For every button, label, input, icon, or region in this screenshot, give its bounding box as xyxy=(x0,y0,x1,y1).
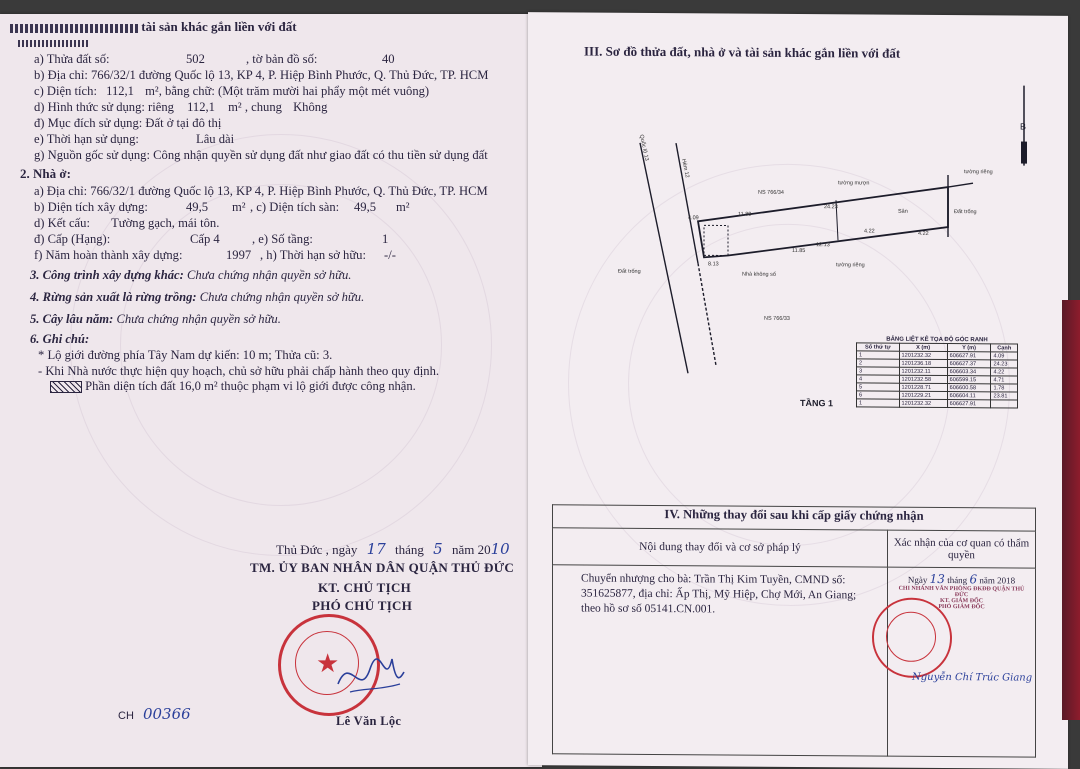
coord-header-3: Cạnh xyxy=(991,344,1018,352)
branch-seal xyxy=(872,598,952,679)
chairman-signature xyxy=(330,644,410,704)
coord-cell: 23.81 xyxy=(991,392,1018,400)
floor-label: TẦNG 1 xyxy=(800,398,834,409)
confirm-signer: Nguyễn Chí Trúc Giang xyxy=(912,671,1033,684)
dim-5: 11.85 xyxy=(792,247,806,255)
neighbor-top: NS 766/34 xyxy=(758,189,784,196)
north-arrow-icon xyxy=(1020,86,1027,166)
col-change-content: Nội dung thay đổi và cơ sở pháp lý xyxy=(553,528,888,567)
col-confirmation: Xác nhận của cơ quan có thẩm quyền xyxy=(888,530,1036,568)
note-1: * Lộ giới đường phía Tây Nam dự kiến: 10 m; Thửa cũ: 3. xyxy=(38,348,333,362)
section-5: 5. Cây lâu năm: Chưa chứng nhận quyền sở hữu. xyxy=(30,312,281,326)
hatched-area-icon xyxy=(50,381,82,393)
right-page xyxy=(528,12,1068,769)
confirm-role: PHÓ GIÁM ĐỐC xyxy=(938,603,985,611)
land-origin: g) Nguồn gốc sử dụng: Công nhận quyền sử dụng đất như giao đất có thu tiền sử dụng đất xyxy=(34,148,488,162)
kt-chairman: KT. CHỦ TỊCH xyxy=(318,580,412,595)
alley-name: Hẻm 12 xyxy=(680,158,690,179)
coord-header-1: X (m) xyxy=(899,343,947,351)
north-letter: B xyxy=(1020,121,1027,132)
house-structure: d) Kết cấu: Tường gạch, mái tôn. xyxy=(34,216,220,230)
neighbor-bottom: Nhà không số xyxy=(742,271,776,278)
dim-4: 12.13 xyxy=(816,242,830,249)
vice-chairman: PHÓ CHỦ TỊCH xyxy=(312,598,413,613)
coord-cell xyxy=(991,400,1018,408)
house-address: a) Địa chỉ: 766/32/1 đường Quốc lộ 13, KP 4, P. Hiệp Bình Phước, Q. Thủ Đức, TP. HCM xyxy=(34,184,488,198)
house-grade: đ) Cấp (Hạng): Cấp 4 , e) Số tầng: 1 xyxy=(34,232,389,246)
coord-cell: 606627.91 xyxy=(947,352,991,360)
confirmation-cell xyxy=(888,567,1036,757)
note-2: - Khi Nhà nước thực hiện quy hoạch, chủ sở hữu phải chấp hành theo quy định. xyxy=(38,364,440,378)
change-content: Chuyển nhượng cho bà: Trần Thị Kim Tuyền, CMND số: 351625877, địa chỉ: Ấp Thị, Mỹ Hiệp, Chợ Mới, An Giang; theo hồ sơ số 05141.CN.001. xyxy=(553,565,888,756)
dim-3: 4.22 xyxy=(864,228,875,235)
coord-cell: 606627.37 xyxy=(947,360,991,368)
coord-cell: 4.09 xyxy=(991,352,1018,360)
coord-cell: 6 xyxy=(857,391,900,399)
neighbor-bottom2: NS 766/33 xyxy=(764,315,790,322)
coord-header-2: Y (m) xyxy=(947,344,991,352)
coord-cell: 1 xyxy=(857,351,900,359)
empty-land: Đất trống xyxy=(954,209,977,216)
coord-cell: 606604.11 xyxy=(947,392,991,400)
dim-7: 8.13 xyxy=(708,261,719,268)
confirm-org: CHI NHÁNH VĂN PHÒNG ĐKĐĐ QUẬN THỦ ĐỨC xyxy=(898,585,1025,599)
road-edge-1 xyxy=(640,143,688,373)
left-page xyxy=(0,14,542,767)
land-area: c) Diện tích: 112,1 m², bằng chữ: (Một trăm mười hai phẩy một mét vuông) xyxy=(34,84,430,98)
wall-line-right xyxy=(948,183,973,187)
coord-row xyxy=(857,399,1018,408)
empty-land-left: Đất trống xyxy=(618,268,641,275)
yard-label: Sân xyxy=(898,208,908,215)
section-1-title xyxy=(18,36,88,50)
section-IV-title: IV. Những thay đổi sau khi cấp giấy chứng nhận xyxy=(553,505,1036,531)
house-title: 2. Nhà ở: xyxy=(20,166,71,181)
section-III-title: III. Sơ đồ thửa đất, nhà ở và tài sản khác gắn liền với đất xyxy=(584,43,901,61)
confirm-date: Ngày 13 tháng 6 năm 2018 xyxy=(907,571,1016,587)
land-usage-form: d) Hình thức sử dụng: riêng 112,1 m² , chung Không xyxy=(34,100,328,114)
land-address: b) Địa chỉ: 766/32/1 đường Quốc lộ 13, KP 4, P. Hiệp Bình Phước, Q. Thủ Đức, TP. HCM xyxy=(34,68,489,82)
coord-cell: 1201228.71 xyxy=(899,383,947,391)
coord-cell: 4.22 xyxy=(991,368,1018,376)
house-build-area: b) Diện tích xây dựng: 49,5 m² , c) Diện tích sàn: 49,5 m² xyxy=(34,200,410,214)
hatched-area xyxy=(704,225,728,255)
coord-cell: 606603.34 xyxy=(947,368,991,376)
coord-cell: 1201232.32 xyxy=(899,351,947,359)
coord-cell: 4.71 xyxy=(991,376,1018,384)
section-3: 3. Công trình xây dựng khác: Chưa chứng nhận quyền sở hữu. xyxy=(30,268,352,282)
road-name: Quốc lộ 13 xyxy=(638,134,650,162)
background-cover xyxy=(1062,300,1080,720)
coord-cell: 606599.15 xyxy=(947,376,991,384)
coord-cell: 1201236.18 xyxy=(899,359,947,367)
section-4: 4. Rừng sản xuất là rừng trồng: Chưa chứng nhận quyền sở hữu. xyxy=(30,290,365,304)
coord-cell: 1201232.11 xyxy=(899,367,947,375)
note-3: Phần diện tích đất 16,0 m² thuộc phạm vi lộ giới được công nhận. xyxy=(50,379,416,393)
land-duration: e) Thời hạn sử dụng: Lâu dài xyxy=(34,132,235,146)
coord-cell: 5 xyxy=(857,383,900,391)
page-header: tài sản khác gắn liền với đất xyxy=(10,20,297,34)
house-year: f) Năm hoàn thành xây dựng: 1997 , h) Thời hạn sở hữu: -/- xyxy=(34,248,396,262)
coord-header-0: Số thứ tự xyxy=(857,343,900,351)
star-emblem-icon: ★ xyxy=(316,649,340,678)
dim-1: 24.23 xyxy=(824,204,838,211)
coord-cell: 606600.58 xyxy=(947,384,991,392)
coord-cell: 3 xyxy=(857,367,900,375)
dim-0: 4.09 xyxy=(688,215,699,222)
wall-top: tường mượn xyxy=(838,180,870,187)
coord-cell: 2 xyxy=(857,359,900,367)
coord-cell: 1201232.32 xyxy=(899,399,947,407)
coord-cell: 4 xyxy=(857,375,900,383)
signer-name: Lê Văn Lộc xyxy=(336,714,402,728)
land-parcel-line: a) Thửa đất số: 502 , tờ bản đồ số: 40 xyxy=(34,52,395,66)
coord-cell: 1.78 xyxy=(991,384,1018,392)
coord-cell: 606627.91 xyxy=(947,400,991,408)
coord-cell: 1201232.58 xyxy=(899,375,947,383)
coordinate-table xyxy=(856,336,1018,408)
wall-right: tường riêng xyxy=(964,169,993,176)
dim-2: 11.80 xyxy=(738,211,752,218)
coord-cell: 1 xyxy=(857,399,900,407)
changes-table xyxy=(552,504,1036,757)
wall-bottom: tường riêng xyxy=(836,262,865,269)
serial-number: CH 00366 xyxy=(118,705,191,723)
land-purpose: đ) Mục đích sử dụng: Đất ở tại đô thị xyxy=(34,116,222,130)
alley-edge xyxy=(698,263,716,365)
coord-cell: 24.23 xyxy=(991,360,1018,368)
confirm-kt: KT. GIÁM ĐỐC xyxy=(939,597,984,605)
dim-6: 4.22 xyxy=(918,230,929,237)
coord-table-title: BẢNG LIỆT KÊ TỌA ĐỘ GÓC RANH xyxy=(886,336,988,344)
issue-date: Thủ Đức , ngày 17 tháng 5 năm 2010 xyxy=(276,540,510,558)
coord-table-grid xyxy=(856,342,1018,408)
coord-cell: 1201229.21 xyxy=(899,391,947,399)
authority: TM. ỦY BAN NHÂN DÂN QUẬN THỦ ĐỨC xyxy=(250,560,515,575)
notes-title: 6. Ghi chú: xyxy=(30,332,90,346)
